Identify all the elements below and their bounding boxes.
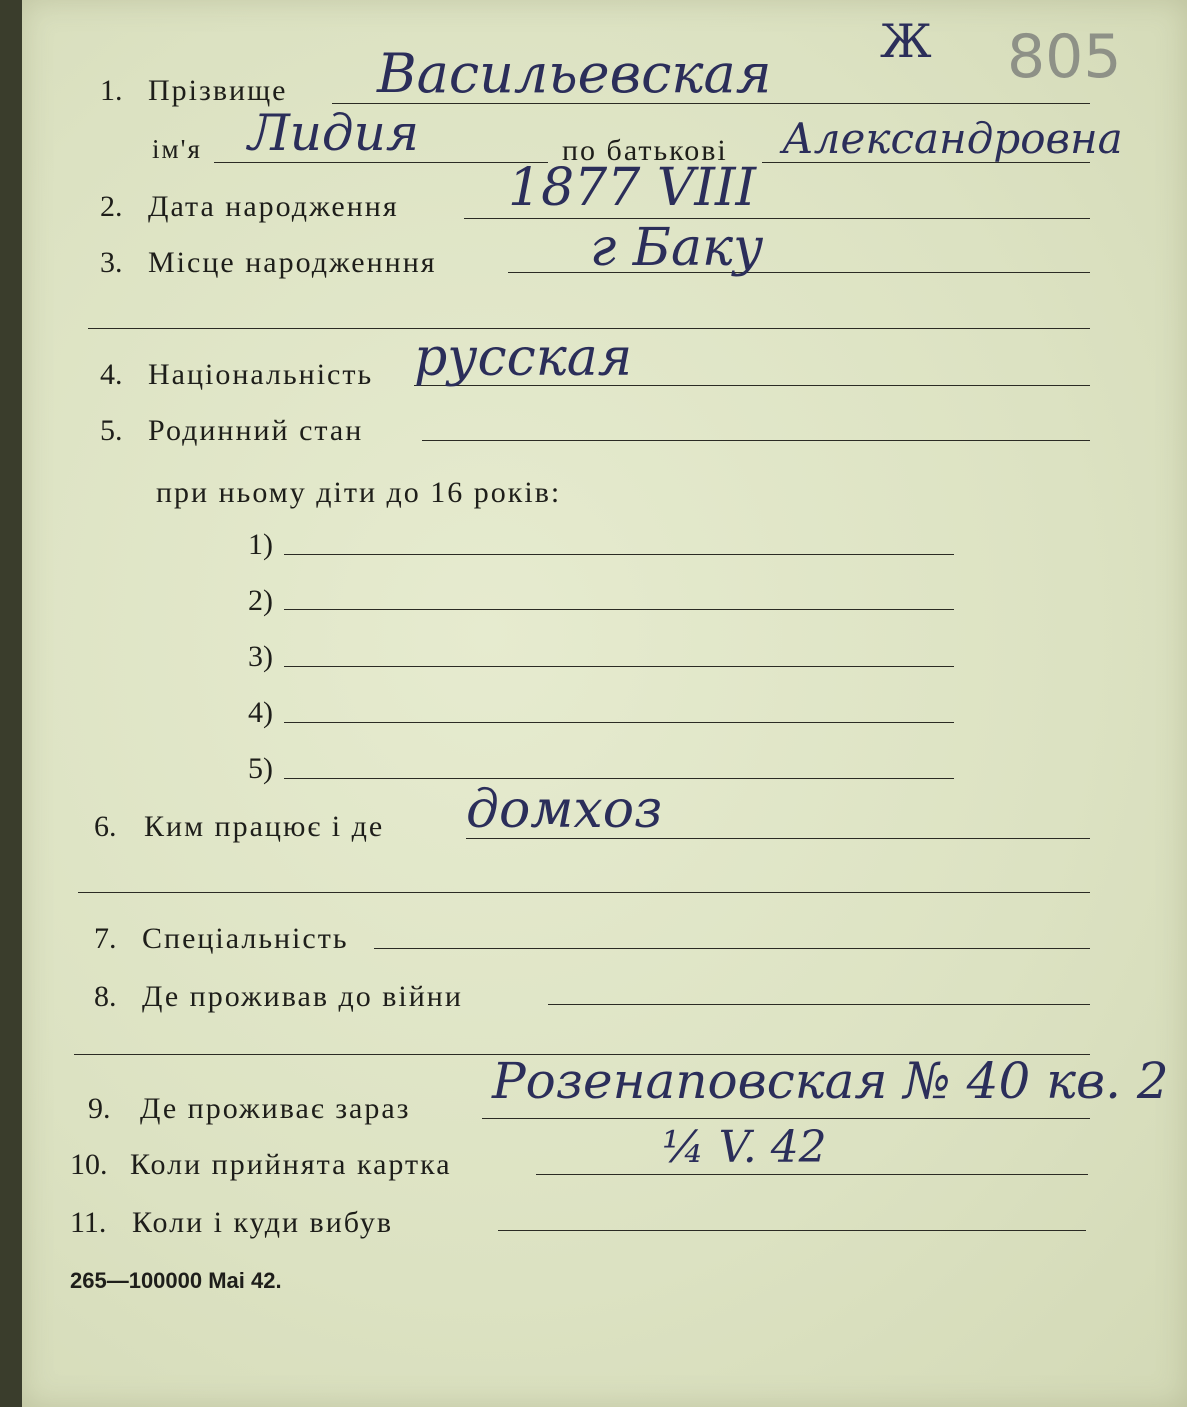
name-line	[214, 162, 548, 163]
card-accepted-value: ¼ V. 42	[662, 1122, 827, 1173]
patronymic-label: по батькові	[562, 134, 728, 167]
current-residence-line	[482, 1118, 1090, 1119]
field-9-number: 9.	[88, 1092, 111, 1125]
departed-label: Коли і куди вибув	[132, 1206, 394, 1239]
employment-continuation-line	[78, 892, 1090, 893]
birth-date-value: 1877 VIII	[508, 158, 757, 218]
patronymic-value: Александровна	[782, 114, 1123, 163]
birth-date-line	[464, 218, 1090, 219]
corner-pencil-number: 805	[1007, 22, 1122, 92]
field-6-number: 6.	[94, 810, 117, 843]
surname-value: Васильевская	[377, 42, 772, 105]
surname-label: Прізвище	[148, 74, 288, 107]
card-accepted-line	[536, 1174, 1088, 1175]
specialty-line	[374, 948, 1090, 949]
child-2-line	[284, 609, 954, 610]
card-accepted-label: Коли прийнята картка	[130, 1148, 452, 1181]
child-5-number: 5)	[248, 752, 273, 785]
prewar-residence-label: Де проживав до війни	[142, 980, 463, 1013]
birth-place-label: Місце народженння	[148, 246, 437, 279]
child-2-number: 2)	[248, 584, 273, 617]
birth-place-value: г Баку	[590, 218, 764, 278]
print-code: 265—100000 Mai 42.	[70, 1268, 282, 1293]
registration-card	[22, 0, 1187, 1407]
nationality-label: Національність	[148, 358, 374, 391]
field-8-number: 8.	[94, 980, 117, 1013]
family-status-line	[422, 440, 1090, 441]
field-11-number: 11.	[70, 1206, 107, 1239]
field-5-number: 5.	[100, 414, 123, 447]
name-label: ім'я	[152, 134, 202, 164]
child-4-line	[284, 722, 954, 723]
departed-line	[498, 1230, 1086, 1231]
child-4-number: 4)	[248, 696, 273, 729]
child-3-line	[284, 666, 954, 667]
field-10-number: 10.	[70, 1148, 108, 1181]
child-3-number: 3)	[248, 640, 273, 673]
child-1-number: 1)	[248, 528, 273, 561]
corner-ink-mark: Ж	[880, 14, 932, 68]
birth-date-label: Дата народження	[148, 190, 399, 223]
child-1-line	[284, 554, 954, 555]
field-2-number: 2.	[100, 190, 123, 223]
field-4-number: 4.	[100, 358, 123, 391]
employment-label: Ким працює і де	[144, 810, 385, 843]
current-residence-label: Де проживає зараз	[140, 1092, 411, 1125]
family-status-label: Родинний стан	[148, 414, 364, 447]
field-1-number: 1.	[100, 74, 123, 107]
child-5-line	[284, 778, 954, 779]
children-label: при ньому діти до 16 років:	[156, 476, 562, 509]
name-value: Лидия	[248, 104, 419, 162]
field-7-number: 7.	[94, 922, 117, 955]
current-residence-value: Розенаповская № 40 кв. 2	[492, 1052, 1169, 1110]
employment-value: домхоз	[466, 780, 663, 840]
nationality-value: русская	[414, 328, 633, 388]
field-3-number: 3.	[100, 246, 123, 279]
prewar-residence-line	[548, 1004, 1090, 1005]
specialty-label: Спеціальність	[142, 922, 349, 955]
